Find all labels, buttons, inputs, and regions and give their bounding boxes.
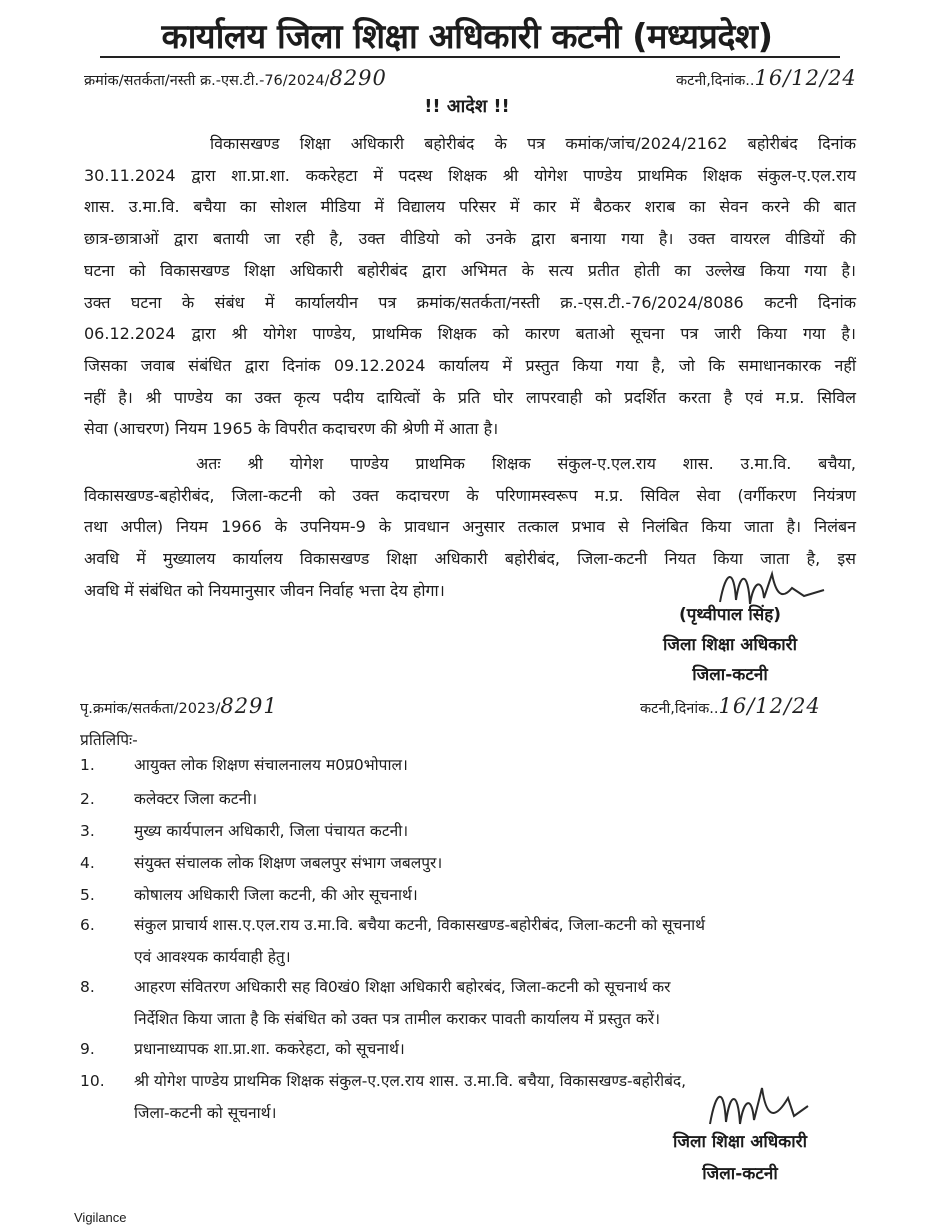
copy-list-number: 8. <box>80 978 95 996</box>
endorsement-place-date <box>640 694 821 718</box>
copy-to-label: प्रतिलिपिः- <box>80 731 138 749</box>
paragraph-line: 30.11.2024 द्वारा शा.प्रा.शा. ककरेहटा में पदस्थ शिक्षक श्री योगेश पाण्डेय प्राथमिक शिक्षक संकुल-ए.एल.राय <box>84 165 856 185</box>
letterhead-rule <box>100 56 840 58</box>
signatory-1-designation: जिला शिक्षा अधिकारी <box>663 635 797 655</box>
signatory-1-name: (पृथ्वीपाल सिंह) <box>678 605 782 625</box>
signatory-2-block <box>610 1126 870 1190</box>
signatory-2-designation: जिला शिक्षा अधिकारी <box>673 1132 807 1152</box>
paragraph-line: शास. उ.मा.वि. बचैया का सोशल मीडिया में विद्यालय परिसर में कार में बैठकर शराब का सेवन करने की बात <box>84 197 856 217</box>
paragraph-line: नहीं है। श्री पाण्डेय का उक्त कृत्य पदीय दायित्वों के प्रति घोर लापरवाही को प्रदर्शित करता है एवं म.प्र. सिविल <box>84 387 856 407</box>
order-heading: !! आदेश !! <box>424 96 510 117</box>
copy-list-item <box>134 750 408 780</box>
place-date-prefix: कटनी,दिनांक.. <box>676 73 755 89</box>
handwritten-endorsement-number: 8291 <box>220 694 278 718</box>
signatory-1-block <box>600 600 860 690</box>
signatory-1-district: जिला-कटनी <box>692 665 768 685</box>
copy-list-item-line: एवं आवश्यक कार्यवाही हेतु। <box>134 948 291 966</box>
copy-list-item-line: आहरण संवितरण अधिकारी सह वि0खं0 शिक्षा अधिकारी बहोरबंद, जिला-कटनी को सूचनार्थ कर <box>134 978 671 996</box>
copy-list-item <box>134 1034 405 1064</box>
copy-list-item-line: निर्देशित किया जाता है कि संबंधित को उक्त पत्र तामील कराकर पावती कार्यालय में प्रस्तुत करें। <box>134 1010 660 1028</box>
copy-list-number: 3. <box>80 822 95 840</box>
copy-list-number: 2. <box>80 790 95 808</box>
handwritten-endorsement-date: 16/12/24 <box>718 694 821 718</box>
copy-list-number: 6. <box>80 916 95 934</box>
copy-list-item-line: संयुक्त संचालक लोक शिक्षण जबलपुर संभाग जबलपुर। <box>134 854 443 872</box>
order-place-date <box>676 66 857 90</box>
paragraph-line: अतः श्री योगेश पाण्डेय प्राथमिक शिक्षक संकुल-ए.एल.राय शास. उ.मा.वि. बचैया, <box>196 454 856 473</box>
copy-list-number: 5. <box>80 886 95 904</box>
copy-list-number: 10. <box>80 1072 105 1090</box>
copy-list-item-line: संकुल प्राचार्य शास.ए.एल.राय उ.मा.वि. बचैया कटनी, विकासखण्ड-बहोरीबंद, जिला-कटनी को सूचनार्थ <box>134 916 706 934</box>
order-paragraph-1 <box>84 128 856 445</box>
paragraph-line: विकासखण्ड शिक्षा अधिकारी बहोरीबंद के पत्र कमांक/जांच/2024/2162 बहोरीबंद दिनांक <box>210 134 856 153</box>
handwritten-date: 16/12/24 <box>754 66 857 90</box>
copy-list-number: 1. <box>80 756 95 774</box>
copy-list-item <box>134 880 418 910</box>
paragraph-line: जिसका जवाब संबंधित द्वारा दिनांक 09.12.2024 कार्यालय में प्रस्तुत किया गया है, जो कि समाधानकारक नहीं <box>84 355 856 375</box>
endorsement-prefix: पृ.क्रमांक/सतर्कता/2023/ <box>80 701 221 717</box>
copy-list-item-line: कोषालय अधिकारी जिला कटनी, की ओर सूचनार्थ। <box>134 886 418 904</box>
office-letterhead-title: कार्यालय जिला शिक्षा अधिकारी कटनी (मध्यप्रदेश) <box>161 17 773 57</box>
copy-list-item <box>134 816 408 846</box>
copy-list-item-line: प्रधानाध्यापक शा.प्रा.शा. ककरेहटा, को सूचनार्थ। <box>134 1040 405 1058</box>
order-reference-number <box>84 66 387 90</box>
copy-list-item-line: जिला-कटनी को सूचनार्थ। <box>134 1104 277 1122</box>
paragraph-line: उक्त घटना के संबंध में कार्यालयीन पत्र क्रमांक/सतर्कता/नस्ती क्र.-एस.टी.-76/2024/8086 कटनी दिनांक <box>84 292 856 312</box>
copy-list-item <box>134 972 670 1034</box>
paragraph-line: 06.12.2024 द्वारा श्री योगेश पाण्डेय, प्राथमिक शिक्षक को कारण बताओ सूचना पत्र जारी किया गया है। <box>84 324 856 344</box>
copy-list-number: 9. <box>80 1040 95 1058</box>
reference-prefix: क्रमांक/सतर्कता/नस्ती क्र.-एस.टी.-76/2024/ <box>84 73 330 89</box>
paragraph-line: अवधि में संबंधित को नियमानुसार जीवन निर्वाह भत्ता देय होगा। <box>84 580 445 600</box>
paragraph-line: अवधि में मुख्यालय कार्यालय विकासखण्ड शिक्षा अधिकारी बहोरीबंद, जिला-कटनी नियत किया जाता है, इस <box>84 549 856 569</box>
copy-list-item-line: श्री योगेश पाण्डेय प्राथमिक शिक्षक संकुल-ए.एल.राय शास. उ.मा.वि. बचैया, विकासखण्ड-बहोरीबंद, <box>134 1072 687 1090</box>
endorsement-number <box>80 694 278 718</box>
copy-list-item <box>134 848 442 878</box>
handwritten-dispatch-number: 8290 <box>329 66 387 90</box>
copy-list-item <box>134 910 705 972</box>
signatory-2-district: जिला-कटनी <box>702 1164 778 1184</box>
copy-list-item <box>134 1066 686 1128</box>
paragraph-line: विकासखण्ड-बहोरीबंद, जिला-कटनी को उक्त कदाचरण के परिणामस्वरूप म.प्र. सिविल सेवा (वर्गीकरण नियंत्रण <box>84 485 856 505</box>
copy-list-item-line: कलेक्टर जिला कटनी। <box>134 790 258 808</box>
endorsement-date-prefix: कटनी,दिनांक.. <box>640 701 719 717</box>
paragraph-line: घटना को विकासखण्ड शिक्षा अधिकारी बहोरीबंद द्वारा अभिमत के सत्य प्रतीत होती का उल्लेख किया गया है। <box>84 260 856 280</box>
copy-list-number: 4. <box>80 854 95 872</box>
paragraph-line: तथा अपील) नियम 1966 के उपनियम-9 के प्रावधान अनुसार तत्काल प्रभाव से निलंबित किया जाता है। निलंबन <box>84 517 856 537</box>
copy-list-item-line: आयुक्त लोक शिक्षण संचालनालय म0प्र0भोपाल। <box>134 756 408 774</box>
copy-list-item-line: मुख्य कार्यपालन अधिकारी, जिला पंचायत कटनी। <box>134 822 409 840</box>
paragraph-line: सेवा (आचरण) नियम 1965 के विपरीत कदाचरण की श्रेणी में आता है। <box>84 419 499 439</box>
paragraph-line: छात्र-छात्राओं द्वारा बतायी जा रही है, उक्त वीडियो को उनके द्वारा बनाया गया है। उक्त वायरल वीडियों की <box>84 229 856 249</box>
footer-vigilance-tag: Vigilance <box>74 1210 127 1225</box>
copy-list-item <box>134 784 257 814</box>
